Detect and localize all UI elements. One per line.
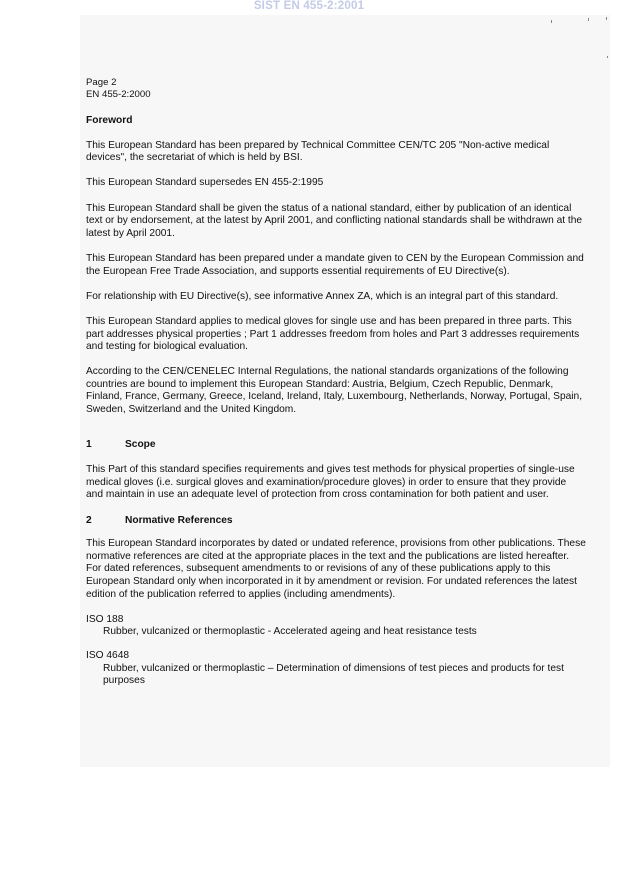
reference-title: Rubber, vulcanized or thermoplastic - Accelerated ageing and heat resistance tests (103, 626, 477, 638)
document-body (86, 77, 586, 699)
reference-entry (86, 614, 586, 639)
normative-references-paragraph: This European Standard incorporates by dated or undated reference, provisions from other publications. These normative references are cited at the appropriate places in the text and the publications are listed hereafter. For dated references, subsequent amendments to or revisions of any of these publications apply to this European Standard only when incorporated in it by amendment or revision. For undated references the latest edition of the publication referred to applies (including amendments). (86, 538, 586, 600)
scan-speck (606, 17, 607, 20)
document-id: EN 455-2:2000 (86, 88, 151, 100)
foreword-paragraph: This European Standard shall be given the status of a national standard, either by publication of an identical text or by endorsement, at the latest by April 2001, and conflicting national standards shall be withdrawn at the latest by April 2001. (86, 202, 583, 239)
section-title: Scope (125, 438, 156, 450)
reference-code: ISO 188 (86, 613, 124, 625)
foreword-title: Foreword (86, 115, 133, 126)
watermark: SIST EN 455-2:2001 (253, 0, 365, 12)
reference-code: ISO 4648 (86, 649, 130, 661)
scope-paragraph: This Part of this standard specifies requirements and gives test methods for physical properties of single-use medical gloves (i.e. surgical gloves and examination/procedure gloves) in order to ensure that they provide and maintain in use an adequate level of protection from cross contamination for both patient and user. (86, 464, 575, 501)
foreword-paragraph: For relationship with EU Directive(s), see informative Annex ZA, which is an integral part of this standard. (86, 290, 559, 302)
foreword-paragraph: This European Standard has been prepared by Technical Committee CEN/TC 205 "Non-active medical devices", the secretariat of which is held by BSI. (86, 139, 550, 164)
reference-title: Rubber, vulcanized or thermoplastic – Determination of dimensions of test pieces and products for test purposes (103, 662, 564, 687)
section-number: 2 (86, 514, 92, 526)
foreword-paragraph: This European Standard applies to medical gloves for single use and has been prepared in three parts. This part addresses physical properties ; Part 1 addresses freedom from holes and Part 3 addresses requirements and testing for biological evaluation. (86, 315, 580, 353)
foreword-paragraph: According to the CEN/CENELEC Internal Regulations, the national standards organizations of the following countries are bound to implement this European Standard: Austria, Belgium, Czech Republic, Denmark, Finland, France, Germany, Greece, Iceland, Ireland, Italy, Luxembourg, Netherlands, Norway, Portugal, Spain, Sweden, Switzerland and the United Kingdom. (86, 366, 583, 416)
foreword-paragraph: This European Standard supersedes EN 455-2:1995 (86, 177, 324, 189)
foreword-paragraph: This European Standard has been prepared under a mandate given to CEN by the European Commission and the European Free Trade Association, and supports essential requirements of EU Directive(s). (86, 252, 584, 277)
page-number: Page 2 (86, 77, 117, 88)
scan-speck (607, 56, 608, 58)
scan-speck (551, 20, 552, 23)
reference-entry (86, 650, 586, 688)
section-heading-scope (86, 439, 586, 452)
section-title: Normative References (125, 514, 233, 526)
scan-speck (588, 18, 589, 21)
section-heading-normative-references (86, 515, 586, 528)
section-number: 1 (86, 438, 92, 450)
